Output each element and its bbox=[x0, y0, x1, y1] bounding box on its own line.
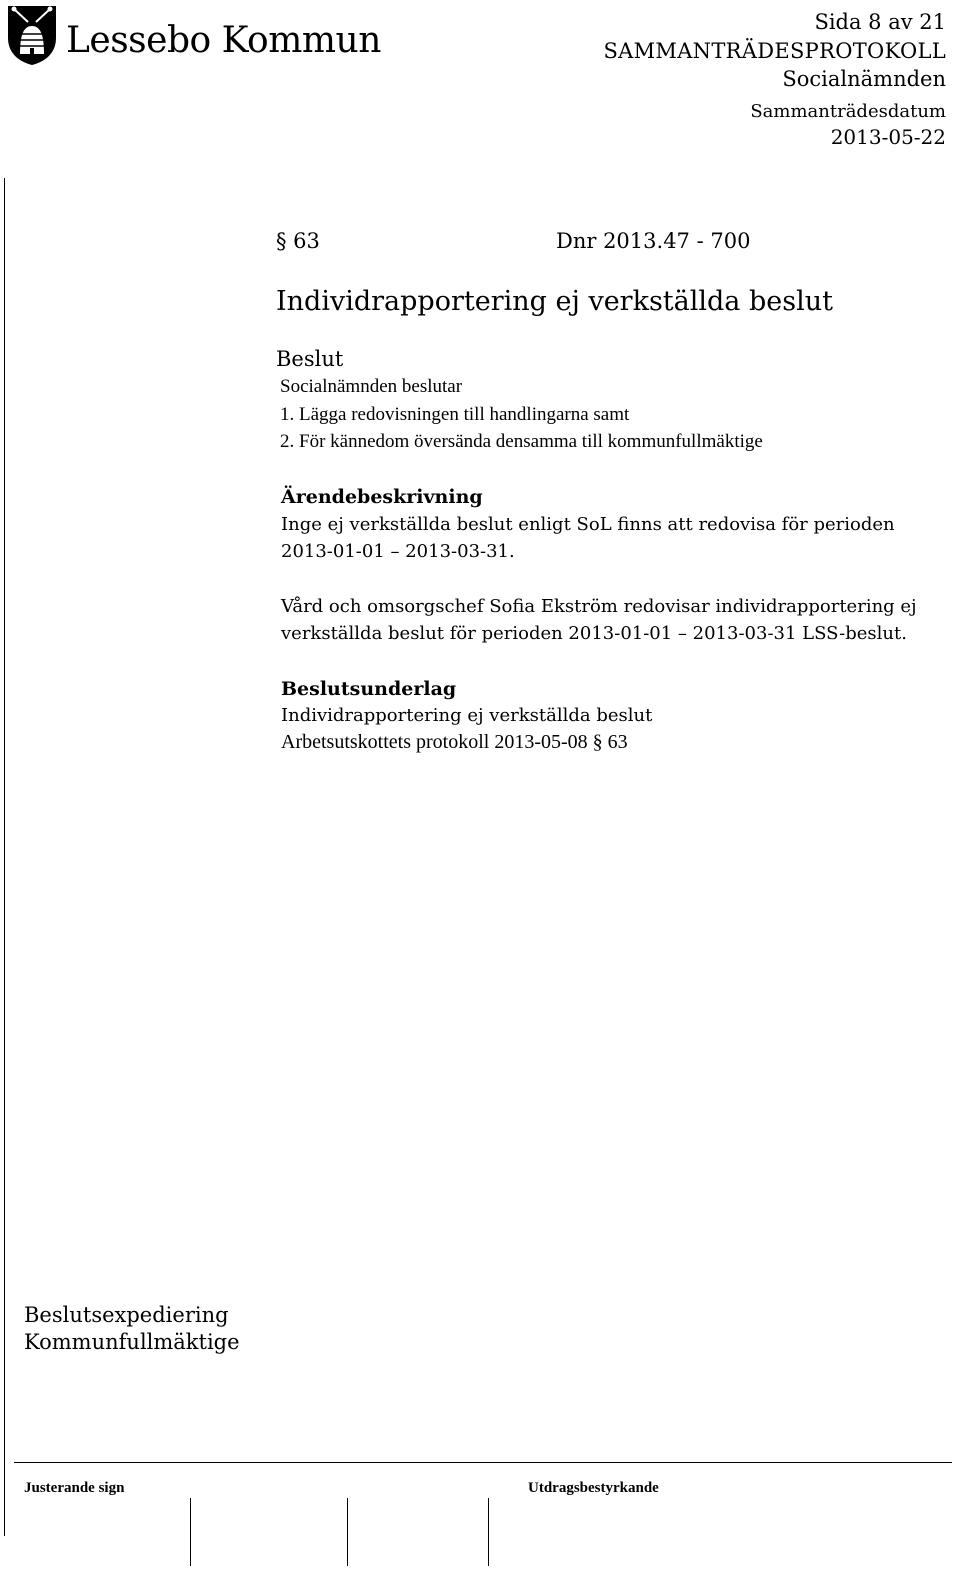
basis-line: Arbetsutskottets protokoll 2013-05-08 § 63 bbox=[281, 731, 628, 753]
meeting-date-label: Sammanträdesdatum bbox=[750, 101, 946, 122]
document-type: SAMMANTRÄDESPROTOKOLL bbox=[603, 39, 946, 63]
decision-point: 2. För kännedom översända densamma till kommunfullmäktige bbox=[280, 431, 763, 452]
dispatch-recipient: Kommunfullmäktige bbox=[24, 1330, 240, 1354]
description-line: verkställda beslut för perioden 2013-01-01 – 2013-03-31 LSS-beslut. bbox=[281, 623, 907, 644]
basis-line: Individrapportering ej verkställda beslut bbox=[281, 705, 653, 726]
basis-heading: Beslutsunderlag bbox=[281, 678, 457, 700]
footer-rule bbox=[14, 1462, 952, 1463]
margin-rule bbox=[4, 178, 5, 1536]
paragraph-number: § 63 bbox=[276, 229, 320, 253]
description-heading: Ärendebeskrivning bbox=[281, 486, 483, 508]
meeting-date: 2013-05-22 bbox=[830, 125, 946, 149]
beehive-crest-icon bbox=[6, 4, 58, 66]
signature-divider bbox=[190, 1498, 191, 1566]
diary-number: Dnr 2013.47 - 700 bbox=[556, 229, 751, 253]
page-indicator: Sida 8 av 21 bbox=[814, 10, 946, 34]
signature-divider bbox=[488, 1498, 489, 1566]
item-title: Individrapportering ej verkställda beslut bbox=[276, 286, 833, 317]
description-line: 2013-01-01 – 2013-03-31. bbox=[281, 541, 515, 562]
description-line: Inge ej verkställda beslut enligt SoL finns att redovisa för perioden bbox=[281, 514, 895, 535]
dispatch-heading: Beslutsexpediering bbox=[24, 1303, 229, 1327]
certification-label: Utdragsbestyrkande bbox=[528, 1480, 659, 1496]
description-line: Vård och omsorgschef Sofia Ekström redovisar individrapportering ej bbox=[281, 596, 917, 617]
signature-divider bbox=[347, 1498, 348, 1566]
adjusting-signature-label: Justerande sign bbox=[24, 1480, 125, 1496]
org-name: Lessebo Kommun bbox=[66, 20, 381, 61]
decision-intro: Socialnämnden beslutar bbox=[280, 376, 463, 397]
decision-point: 1. Lägga redovisningen till handlingarna samt bbox=[280, 404, 630, 425]
committee-name: Socialnämnden bbox=[782, 67, 946, 91]
decision-heading: Beslut bbox=[276, 347, 344, 371]
